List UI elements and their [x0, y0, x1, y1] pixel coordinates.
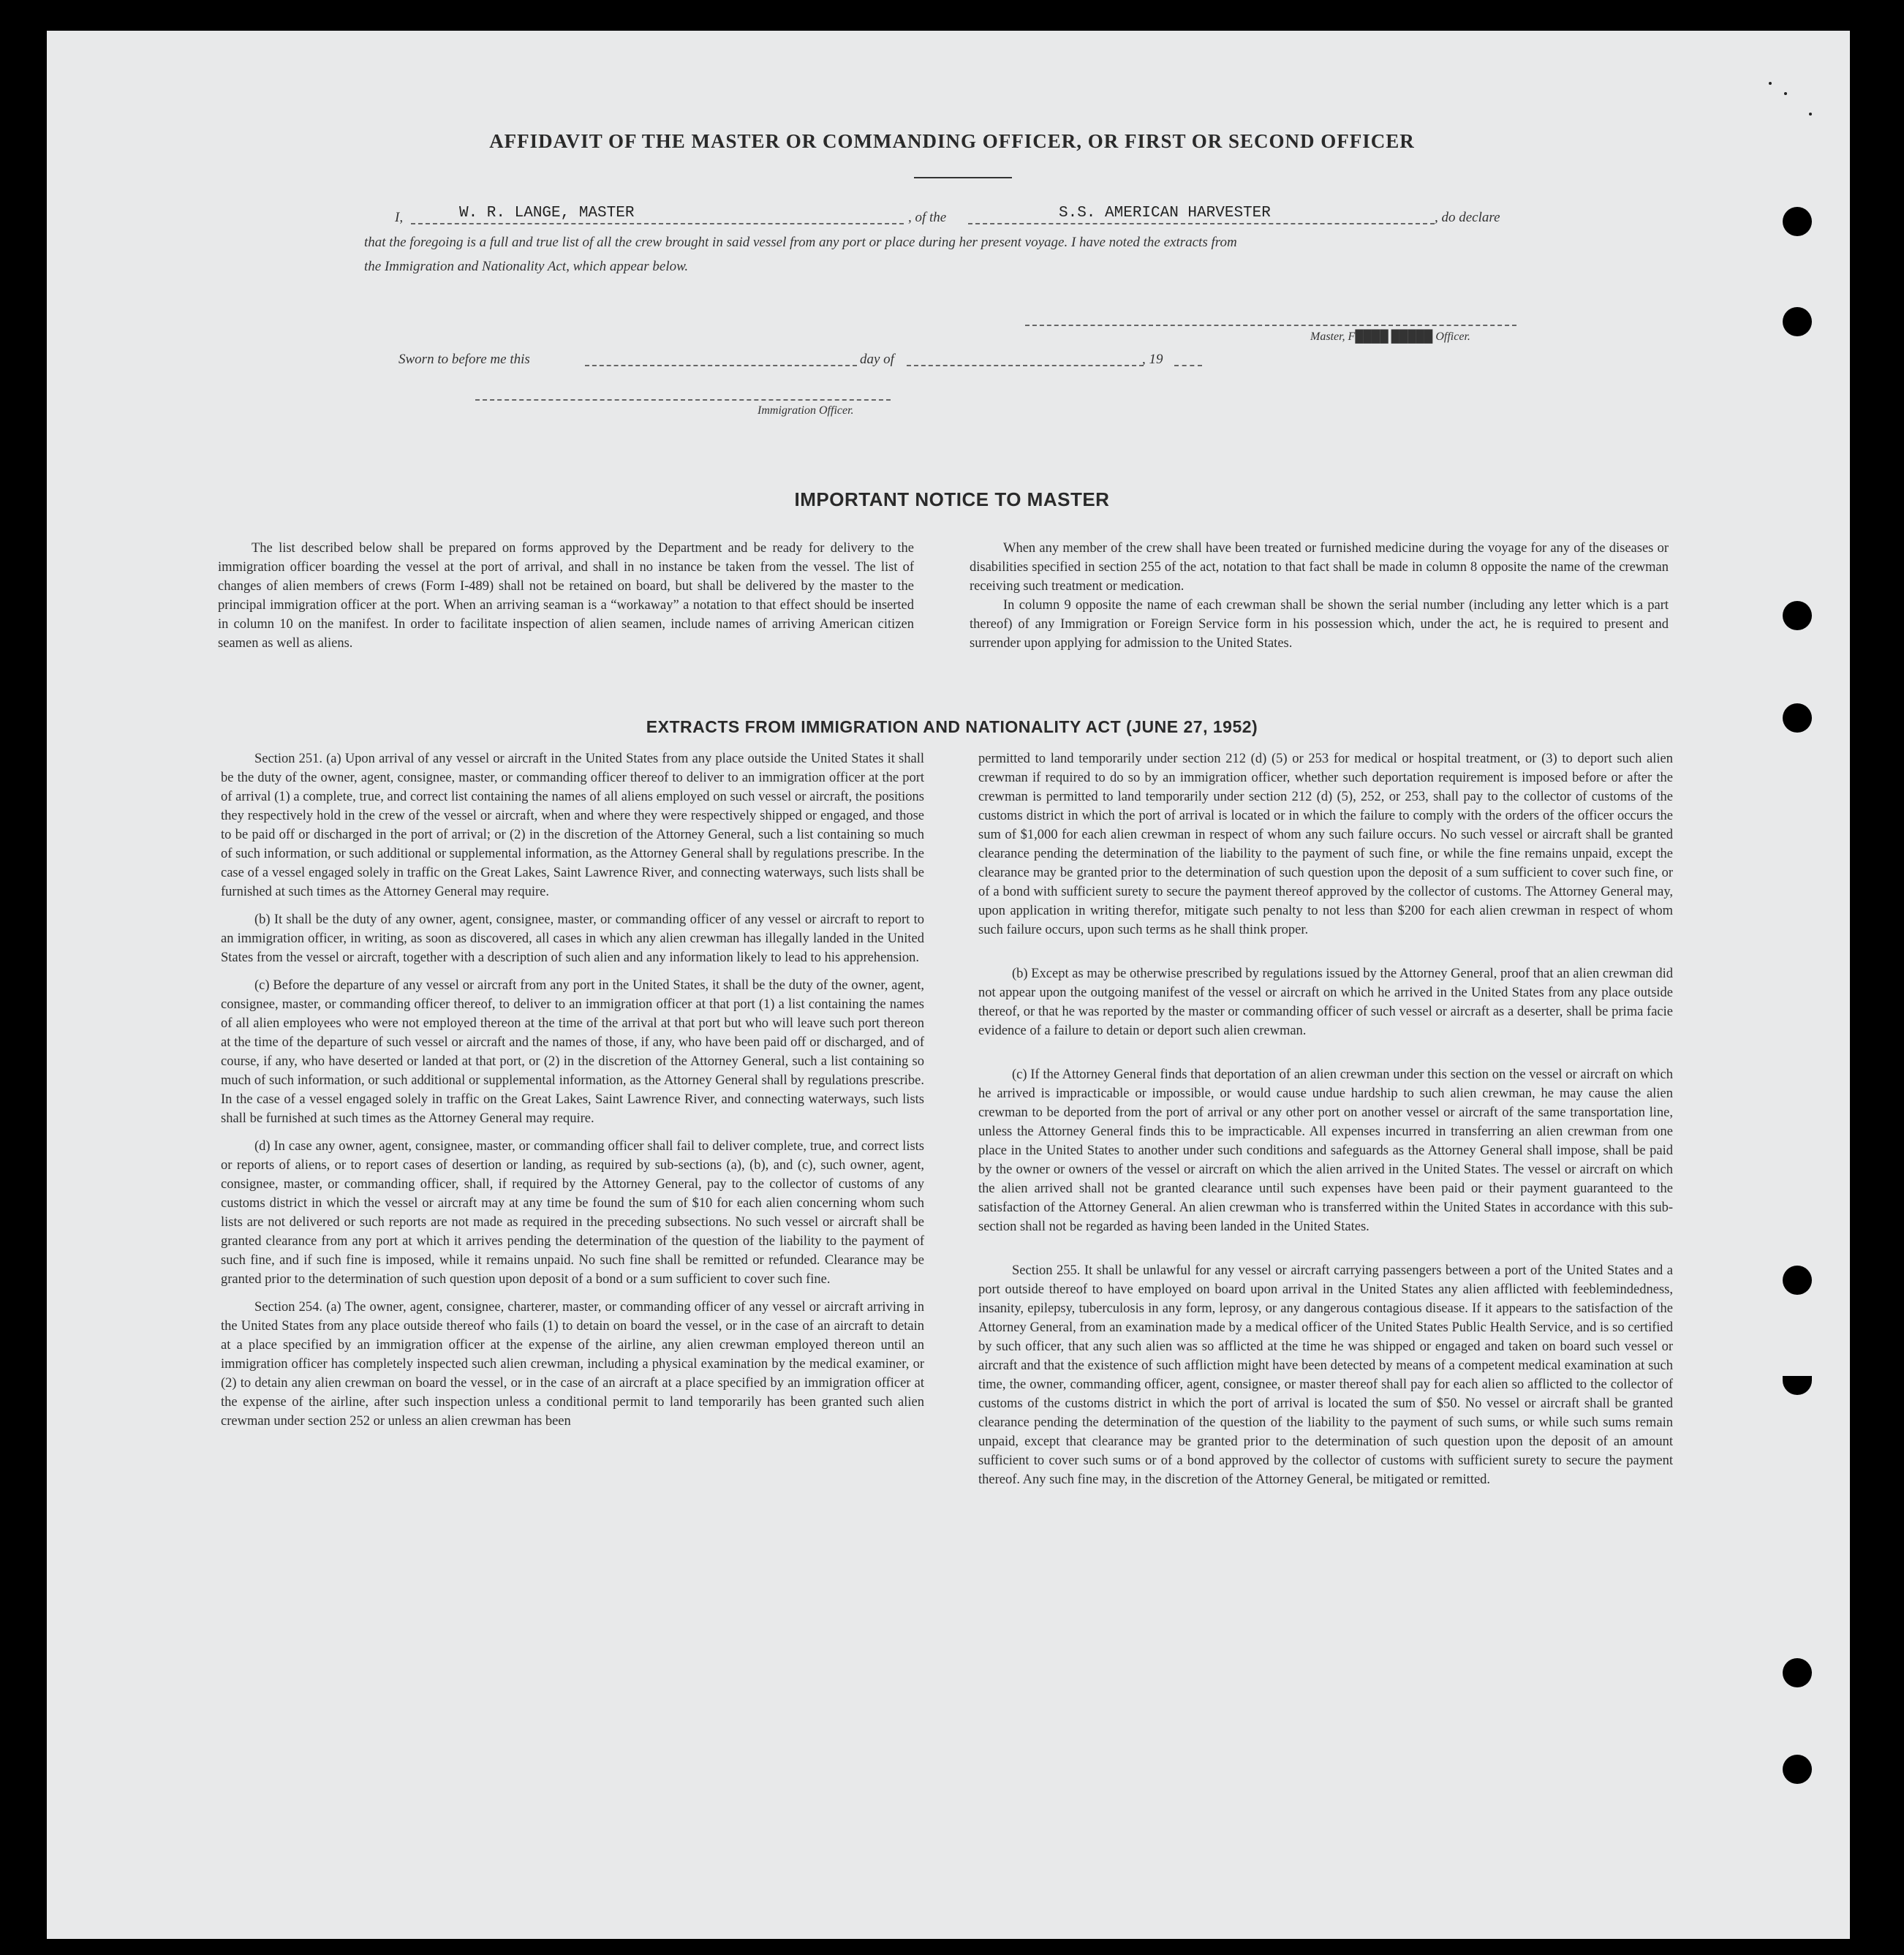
punch-hole — [1783, 1755, 1812, 1784]
declaration-line-2: the Immigration and Nationality Act, which appear below. — [364, 259, 689, 274]
section-251-b: (b) It shall be the duty of any owner, agent, consignee, master, or commanding officer of any vessel or aircraft to report to an immigration officer, in writing, as soon as discovered, all cases in which any alien crewman has illegally landed in the United States from the vessel or aircraft, together with a description of such alien and any information likely to lead to his apprehension. — [221, 912, 924, 965]
speck — [1784, 92, 1787, 95]
extracts-right-column — [978, 749, 1673, 1498]
sworn-label: Sworn to before me this — [398, 352, 530, 367]
section-254-c: (c) If the Attorney General finds that deportation of an alien crewman under this section on the vessel or aircraft on which he arrived is impracticable or impossible, or would cause undue hardship to such alien crewman, he may cause the alien crewman to be deported from the port of arrival or any other port on another vessel or aircraft of the same transportation line, unless the Attorney General finds this to be impracticable. All expenses incurred in transferring an alien crewman from one place in the United States to another under such conditions and safeguards as the Attorney General shall impose, shall be paid by the owner or owners of the vessel or aircraft on which the alien arrived in the United States. The vessel or aircraft on which the alien arrived shall not be granted clearance until such expenses have been paid or their payment guaranteed to the satisfaction of the Attorney General. An alien crewman who is transferred within the United States in accordance with this sub-section shall not be regarded as having been landed in the United States. — [978, 1067, 1673, 1234]
sworn-month-line — [907, 365, 1144, 366]
section-251-a: Section 251. (a) Upon arrival of any vessel or aircraft in the United States from any place outside the United States it shall be the duty of the owner, agent, consignee, master, or commanding officer thereof to deliver to an immigration officer at the port of arrival (1) a complete, true, and correct list containing the names of all aliens employed on such vessel or aircraft, the positions they respectively hold in the crew of the vessel or aircraft, when and where they were respectively shipped or engaged, and those to be paid off or discharged in the port of arrival; or (2) in the discretion of the Attorney General, such a list containing so much of such information, or such additional or supplemental information, as the Attorney General shall by regulations prescribe. In the case of a vessel engaged solely in traffic on the Great Lakes, Saint Lawrence River, and connecting waterways, such lists shall be furnished at such times as the Attorney General may require. — [221, 752, 924, 899]
notice-paragraph: The list described below shall be prepared on forms approved by the Department and be ready for delivery to the immigration officer boarding the vessel at the port of arrival, and shall in no instance be taken from the vessel. The list of changes of alien members of crews (Form I-489) shall not be retained on board, but shall be delivered by the master to the principal immigration officer at the port. When an arriving seaman is a “workaway” a notation to that effect should be inserted in column 10 on the manifest. In order to facilitate inspection of alien seamen, include names of arriving American citizen seamen as well as aliens. — [218, 541, 914, 651]
section-251-c: (c) Before the departure of any vessel or aircraft from any port in the United States, it shall be the duty of the owner, agent, consignee, master, or commanding officer thereof, to deliver to an immigration officer at that port (1) a list containing the names of all alien employees who were not employed thereon at the time of the arrival at that port but who will leave such port thereon at the time of the departure of such vessel or aircraft and the names of those, if any, who have been paid off or discharged, and of course, if any, who have deserted or landed at that port, or (2) in the discretion of the Attorney General, such a list containing so much of such information, or such additional or supplemental information, as the Attorney General shall by regulations prescribe. In the case of a vessel engaged solely in traffic on the Great Lakes, Saint Lawrence River, and connecting waterways, such lists shall be furnished at such times as the Attorney General may require. — [221, 978, 924, 1126]
master-name-field: W. R. LANGE, MASTER — [459, 205, 635, 222]
punch-hole — [1783, 1266, 1812, 1295]
master-signature-line — [1025, 325, 1516, 326]
title-underline — [914, 177, 1012, 178]
notice-title: IMPORTANT NOTICE TO MASTER — [794, 488, 1110, 510]
of-the-label: , of the — [908, 210, 947, 225]
i-label: I, — [395, 210, 404, 225]
master-caption: Master, F████ █████ Officer. — [1310, 330, 1470, 343]
officer-signature-line — [475, 399, 891, 401]
declaration-line-1: that the foregoing is a full and true list of all the crew brought in said vessel from any port or place during her present voyage. I have noted the extracts from — [364, 235, 1237, 250]
speck — [1809, 113, 1812, 116]
day-of-label: day of — [860, 352, 894, 367]
speck — [1769, 82, 1772, 85]
punch-hole — [1783, 307, 1812, 336]
master-name-line — [411, 223, 904, 224]
section-255: Section 255. It shall be unlawful for any vessel or aircraft carrying passengers between a port of the United States and a port outside thereof to have employed on board upon arrival in the United States any alien afflicted with feeblemindedness, insanity, epilepsy, tuberculosis in any form, leprosy, or any dangerous contagious disease. If it appears to the satisfaction of the Attorney General, from an examination made by a medical officer of the United States Public Health Service, and is so certified by such officer, that any such alien was so afflicted at the time he was shipped or engaged and taken on board such vessel or aircraft and that the existence of such affliction might have been detected by means of a competent medical examination at such time, the owner, commanding officer, agent, consignee, or master thereof shall pay for each alien so afflicted to the collector of customs of the customs district in which the port of arrival is located the sum of $50. No vessel or aircraft shall be granted clearance pending the determination of the question of the liability to the payment of such sums, or while such sums remain unpaid, except that clearance may be granted prior to the determination of such question upon the deposit of an amount sufficient to cover such sums or of a bond approved by the collector of customs with sufficient surety to secure the payment thereof. Any such fine may, in the discretion of the Attorney General, be mitigated or remitted. — [978, 1263, 1673, 1487]
notice-paragraph: When any member of the crew shall have been treated or furnished medicine during the voyage for any of the diseases or disabilities specified in section 255 of the act, notation to that fact shall be made in column 8 opposite the name of the crewman receiving such treatment or medication. — [970, 541, 1669, 594]
punch-hole — [1783, 1658, 1812, 1687]
sworn-day-line — [585, 365, 857, 366]
notice-paragraph: In column 9 opposite the name of each crewman shall be shown the serial number (including any letter which is a part thereof) of any Immigration or Foreign Service form in his possession which, under the act, he is required to present and surrender upon applying for admission to the United States. — [970, 598, 1669, 651]
year-label: , 19 — [1142, 352, 1163, 367]
section-251-d: (d) In case any owner, agent, consignee, master, or commanding officer shall fail to deliver complete, true, and correct lists or reports of aliens, or to report cases of desertion or landing, as required by sub-sections (a), (b), and (c), such owner, agent, consignee, master, or commanding officer, shall, if required by the Attorney General, pay to the collector of customs of any customs district in which the vessel or aircraft may at any time be found the sum of $10 for each alien concerning whom such lists are not delivered or such reports are not made as required in the preceding subsections. No such vessel or aircraft shall be granted clearance from any port at which it arrives pending the determination of the question of the liability to the payment of such fine, and if such fine is imposed, while it remains unpaid. No such fine shall be remitted or refunded. Clearance may be granted prior to the determination of such question upon deposit of a bond or a sum sufficient to cover such fine. — [221, 1139, 924, 1287]
extracts-left-column — [221, 749, 924, 1440]
affidavit-title: AFFIDAVIT OF THE MASTER OR COMMANDING OFFICER, OR FIRST OR SECOND OFFICER — [489, 130, 1415, 152]
declare-label: , do declare — [1435, 210, 1500, 225]
notice-left-column — [218, 539, 914, 662]
punch-hole — [1783, 207, 1812, 236]
vessel-name-line — [968, 223, 1435, 224]
punch-hole — [1783, 601, 1812, 630]
section-254-a: Section 254. (a) The owner, agent, consignee, charterer, master, or commanding officer of any vessel or aircraft arriving in the United States from any place outside thereof who fails (1) to detain on board the vessel, or in the case of an aircraft to detain at a place specified by an immigration officer at the expense of the airline, any alien crewman employed thereon until an immigration officer has completely inspected such alien crewman, including a physical examination by the medical examiner, or (2) to detain any alien crewman on board the vessel, or in the case of an aircraft at a place specified by an immigration officer at the expense of the airline, after such inspection unless a conditional permit to land temporarily has been granted such alien crewman under section 252 or unless an alien crewman has been — [221, 1300, 924, 1429]
sworn-year-line — [1174, 365, 1202, 366]
section-254-b: (b) Except as may be otherwise prescribed by regulations issued by the Attorney General, proof that an alien crewman did not appear upon the outgoing manifest of the vessel or aircraft on which he arrived in the United States from any place outside thereof, or that he was reported by the master or commanding officer of such vessel or aircraft as a deserter, shall be prima facie evidence of a failure to detain or deport such alien crewman. — [978, 967, 1673, 1038]
officer-caption: Immigration Officer. — [758, 404, 854, 417]
vessel-name-field: S.S. AMERICAN HARVESTER — [1059, 205, 1271, 222]
section-254-a-continued: permitted to land temporarily under section 212 (d) (5) or 253 for medical or hospital treatment, or (3) to deport such alien crewman if required to do so by an immigration officer, whether such deportation requirement is imposed before or after the crewman is permitted to land temporarily under section 212 (d) (5), 252, or 253, shall pay to the collector of customs of the customs district in which the port of arrival is located or in which the failure to comply with the orders of the officer occurs the sum of $1,000 for each alien crewman in respect of whom any such failure occurs. No such vessel or aircraft shall be granted clearance pending the determination of the liability to the payment of such fine, or while the fine remains unpaid, except the clearance may be granted prior to the determination of such question upon the deposit of a sum sufficient to cover such fine, or of a bond with sufficient surety to secure the payment thereof approved by the collector of customs. The Attorney General may, upon application in writing therefor, mitigate such penalty to not less than $200 for each alien crewman in respect of whom such failure occurs, upon such terms as he shall think proper. — [978, 752, 1673, 937]
extracts-title: EXTRACTS FROM IMMIGRATION AND NATIONALITY ACT (JUNE 27, 1952) — [646, 717, 1258, 736]
notice-right-column — [970, 539, 1669, 662]
